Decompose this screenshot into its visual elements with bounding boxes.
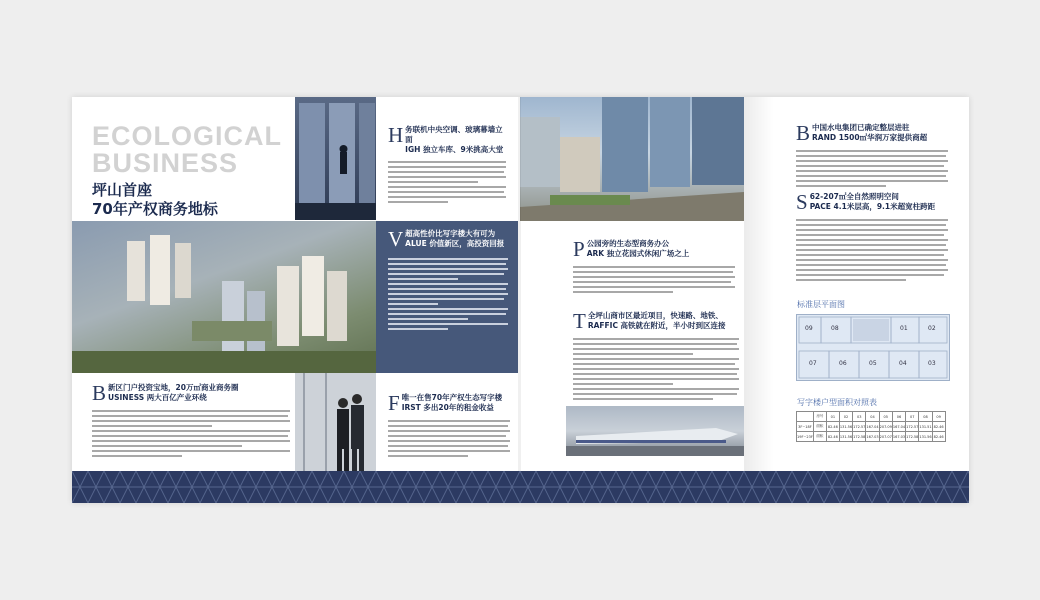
section-p-letter: P (573, 237, 585, 261)
cover-cn-title-2: 70年产权商务地标 (92, 200, 218, 218)
floorplan-unit-08: 08 (831, 325, 839, 332)
area-th: 04 (866, 412, 879, 422)
area-table-caption: 写字楼户型面积对照表 (797, 398, 877, 407)
floorplan-unit-01: 01 (900, 325, 908, 332)
floorplan-unit-04: 04 (899, 360, 907, 367)
area-cell: 172.57 (853, 422, 866, 432)
area-th: 01 (826, 412, 839, 422)
section-t-letter: T (573, 309, 586, 333)
section-b2-heading-2: RAND 1500㎡华润万家提供商超 (812, 133, 928, 142)
section-p-heading-2: ARK 独立花园式休闲广场之上 (586, 249, 690, 258)
area-th: 09 (932, 412, 945, 422)
section-p (573, 239, 738, 293)
businessmen-graphic (295, 373, 376, 471)
area-cell: 131.56 (839, 432, 852, 442)
section-t-body (573, 338, 741, 400)
area-th: 03 (853, 412, 866, 422)
section-f-heading-2: IRST 多出20年的租金收益 (401, 403, 494, 412)
section-b-letter: B (92, 381, 107, 405)
section-f-heading-1: 唯一在售70年产权生态写字楼 (401, 393, 503, 402)
section-s (796, 192, 951, 281)
area-cell: 131.56 (919, 432, 932, 442)
brochure-spread (72, 97, 969, 503)
area-cell: 172.58 (853, 432, 866, 442)
area-cell: 207.07 (879, 432, 892, 442)
section-b-heading-2: USINESS 两大百亿产业环绕 (108, 393, 207, 402)
section-p-body (573, 266, 738, 293)
train-graphic (566, 406, 744, 456)
area-cell: 82.46 (826, 422, 839, 432)
area-cell: 167.04 (866, 422, 879, 432)
floorplan-unit-02: 02 (928, 325, 936, 332)
floorplan-unit-07: 07 (809, 360, 817, 367)
area-th: 05 (879, 412, 892, 422)
cover-cn-title-1: 坪山首座 (92, 181, 153, 199)
aerial-render-graphic (72, 221, 376, 373)
section-p-heading-1: 公园旁的生态型商务办公 (586, 239, 670, 248)
section-b-heading-1: 新区门户投资宝地，20万㎡商业商务圈 (108, 383, 239, 392)
section-h-heading-1: 务联机中央空调、玻璃幕墙立面 (405, 125, 503, 144)
area-cell: 面积 (813, 422, 826, 432)
area-cell: 82.46 (932, 422, 945, 432)
section-s-body (796, 219, 951, 281)
geometric-pattern-graphic (72, 471, 969, 503)
floorplan (796, 314, 950, 381)
area-table-row (797, 432, 946, 442)
area-cell: 82.46 (826, 432, 839, 442)
plaza-photo (520, 97, 744, 221)
section-s-heading-1: 62-207㎡全自然照明空间 (809, 192, 899, 201)
section-h (388, 125, 508, 203)
businessmen-photo (295, 373, 376, 471)
cover-eco-title: ECOLOGICAL (92, 121, 282, 151)
section-v-heading-2: ALUE 价值新区，高投资回报 (405, 239, 505, 248)
plaza-graphic (520, 97, 744, 221)
section-h-heading-2: IGH 独立车库、9米挑高大堂 (405, 145, 504, 154)
geometric-pattern-band (72, 471, 969, 503)
floorplan-caption: 标准层平面图 (797, 300, 845, 309)
area-cell: 167.03 (892, 432, 905, 442)
fold-shadow-2 (744, 97, 774, 471)
area-cell: 82.46 (932, 432, 945, 442)
section-v-heading-1: 超高性价比写字楼大有可为 (405, 229, 496, 238)
section-v-letter: V (388, 227, 404, 251)
floorplan-unit-03: 03 (928, 360, 936, 367)
area-cell: 131.51 (919, 422, 932, 432)
cover-business-title: BUSINESS (92, 148, 239, 178)
area-th: 08 (919, 412, 932, 422)
area-row-head: 19F~23F (797, 432, 814, 442)
section-b-body (92, 410, 292, 457)
area-table (796, 411, 946, 442)
section-t-heading-1: 全坪山商市区最近项目，快速路、地铁、 (587, 311, 723, 320)
section-v (388, 229, 510, 330)
area-cell: 172.58 (906, 432, 919, 442)
area-cell: 167.03 (866, 432, 879, 442)
area-cell: 172.57 (906, 422, 919, 432)
area-cell: 167.04 (892, 422, 905, 432)
floorplan-unit-05: 05 (869, 360, 877, 367)
floorplan-unit-06: 06 (839, 360, 847, 367)
section-s-letter: S (796, 190, 808, 214)
section-b2-letter: B (796, 121, 811, 145)
area-row-head: 3F~18F (797, 422, 814, 432)
office-window-graphic (295, 97, 376, 220)
area-cell: 207.09 (879, 422, 892, 432)
section-v-body (388, 258, 510, 330)
cover-title-block (92, 123, 292, 219)
section-h-body (388, 161, 508, 203)
area-table-row (797, 422, 946, 432)
section-b (92, 383, 292, 457)
section-t-heading-2: RAFFIC 高铁就在附近，半小时到区连接 (587, 321, 726, 330)
train-photo (566, 406, 744, 456)
fold-shadow-1 (518, 97, 521, 471)
area-table-header (797, 412, 946, 422)
section-f-letter: F (388, 391, 400, 415)
floorplan-graphic (797, 315, 949, 380)
section-f (388, 393, 513, 457)
section-b2-heading-1: 中国水电集团已确定整层进驻 (812, 123, 910, 132)
floorplan-unit-09: 09 (805, 325, 813, 332)
section-b2-body (796, 150, 951, 187)
area-cell: 面积 (813, 432, 826, 442)
area-th: 06 (892, 412, 905, 422)
section-f-body (388, 420, 513, 457)
area-th: 02 (839, 412, 852, 422)
office-window-photo (295, 97, 376, 220)
aerial-render-photo (72, 221, 376, 373)
section-h-letter: H (388, 123, 404, 147)
area-th: 07 (906, 412, 919, 422)
section-b2 (796, 123, 951, 187)
section-t (573, 311, 741, 400)
section-s-heading-2: PACE 4.1米层高，9.1米超宽柱跨距 (809, 202, 936, 211)
area-th: 房号 (813, 412, 826, 422)
area-cell: 131.56 (839, 422, 852, 432)
